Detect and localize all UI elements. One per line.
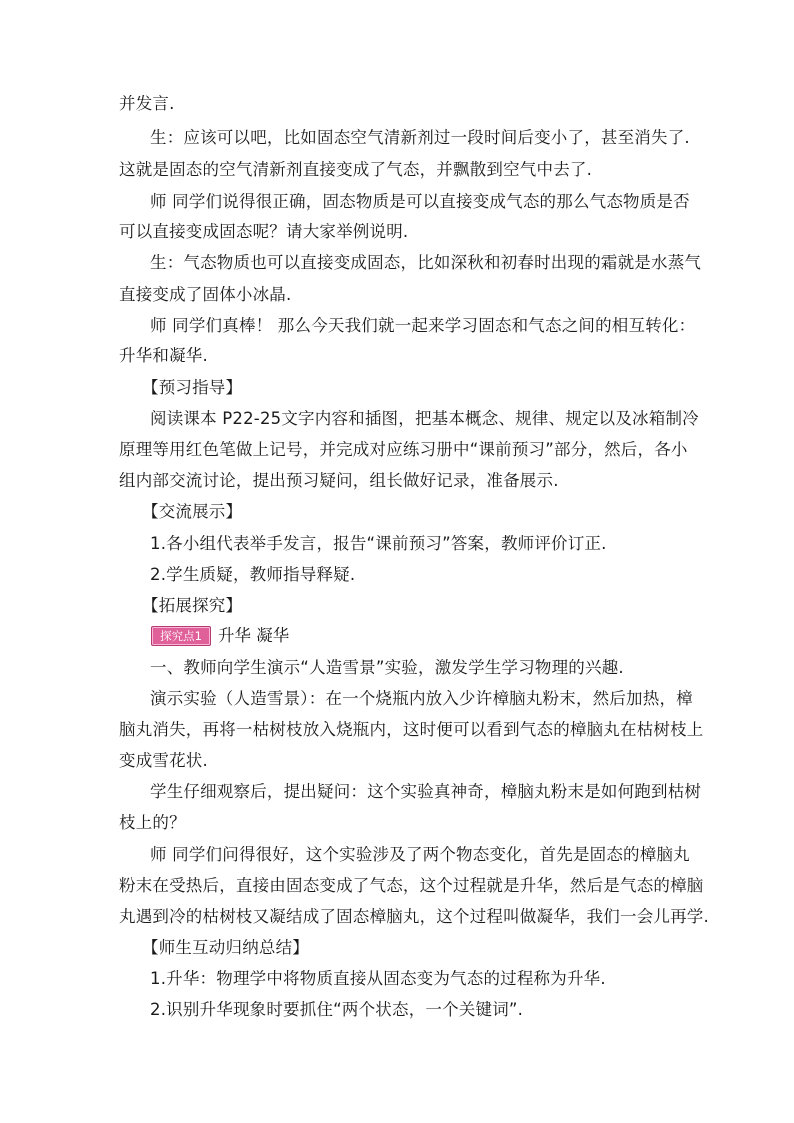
text-line: 生：应该可以吧，比如固态空气清新剂过一段时间后变小了，甚至消失了. [150, 128, 690, 147]
text-line: 粉末在受热后，直接由固态变成了气态，这个过程就是升华，然后是气态的樟脑 [119, 876, 704, 895]
section-heading-exchange: 【交流展示】 [142, 502, 243, 521]
text-line: 演示实验（人造雪景）：在一个烧瓶内放入少许樟脑丸粉末，然后加热，樟 [150, 689, 693, 708]
text-line: 组内部交流讨论，提出预习疑问，组长做好记录，准备展示. [119, 471, 559, 490]
text-line: 阅读课本 P22-25文字内容和插图，把基本概念、规律、规定以及冰箱制冷 [150, 409, 699, 428]
section-heading-explore: 【拓展探究】 [142, 596, 243, 615]
text-line: 变成雪花状. [119, 751, 208, 770]
list-item: 2.识别升华现象时要抓住“两个状态，一个关键词”. [150, 1000, 524, 1019]
text-line: 升华和凝华. [119, 346, 208, 365]
text-line: 学生仔细观察后，提出疑问：这个实验真神奇，樟脑丸粉末是如何跑到枯树 [150, 782, 702, 801]
list-item: 1.升华：物理学中将物质直接从固态变为气态的过程称为升华. [150, 969, 606, 988]
inquiry-point-badge: 探究点1 [151, 626, 211, 646]
text-line: 可以直接变成固态呢？请大家举例说明. [119, 222, 409, 241]
text-line: 师 同学们问得很好，这个实验涉及了两个物态变化，首先是固态的樟脑丸 [150, 845, 690, 864]
section-heading-preview: 【预习指导】 [142, 378, 243, 397]
text-line: 丸遇到冷的枯树枝又凝结成了固态樟脑丸，这个过程叫做凝华，我们一会儿再学. [119, 907, 709, 926]
text-line: 原理等用红色笔做上记号，并完成对应练习册中“课前预习”部分，然后，各小 [119, 440, 688, 459]
text-line: 师 同学们说得很正确，固态物质是可以直接变成气态的那么气态物质是否 [150, 192, 690, 211]
text-line: 脑丸消失，再将一枯树枝放入烧瓶内，这时便可以看到气态的樟脑丸在枯树枝上 [119, 720, 704, 739]
text-line: 并发言. [119, 94, 175, 113]
section-heading-summary: 【师生互动归纳总结】 [142, 938, 309, 957]
text-line: 枝上的？ [119, 813, 186, 832]
inquiry-point-title: 升华 凝华 [218, 626, 290, 645]
text-line: 直接变成了固体小冰晶. [119, 285, 292, 304]
list-item: 1.各小组代表举手发言，报告“课前预习”答案，教师评价订正. [150, 534, 607, 553]
text-line: 生：气态物质也可以直接变成固态，比如深秋和初春时出现的霜就是水蒸气 [150, 253, 702, 272]
list-item: 2.学生质疑，教师指导释疑. [150, 565, 356, 584]
text-line: 这就是固态的空气清新剂直接变成了气态，并飘散到空气中去了. [119, 160, 593, 179]
text-line: 一、教师向学生演示“人造雪景”实验，激发学生学习物理的兴趣. [150, 658, 624, 677]
text-line: 师 同学们真棒！ 那么今天我们就一起来学习固态和气态之间的相互转化： [150, 316, 696, 335]
